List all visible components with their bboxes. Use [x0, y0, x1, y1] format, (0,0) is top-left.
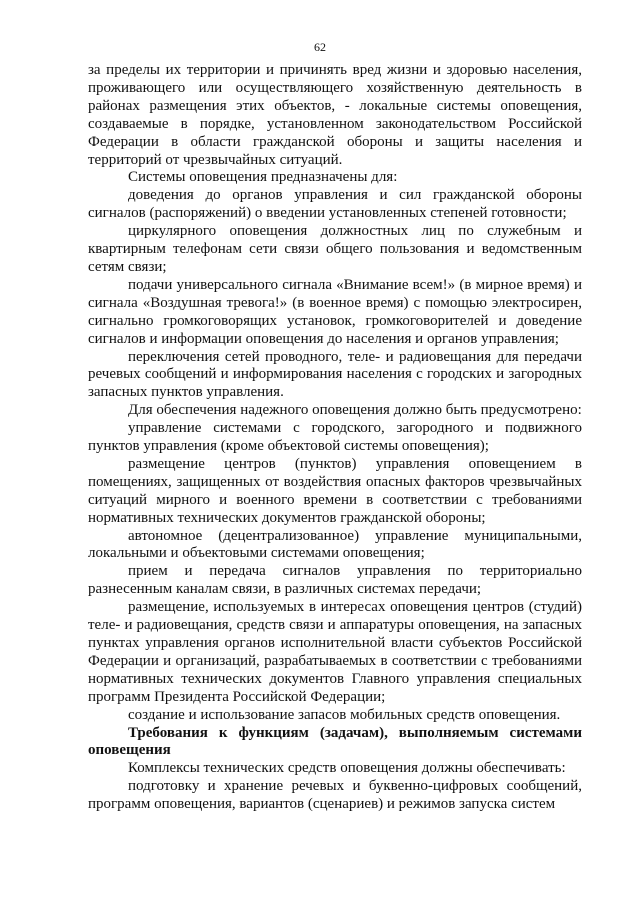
paragraph: подачи универсального сигнала «Внимание всем!» (в мирное время) и сигнала «Воздушная тревога!» (в военное время) с помощью электросирен, сигнально громкоговорящих установок, громкоговорителей и доведение сигналов и информации оповещения до населения и органов управления; [88, 276, 582, 347]
page-number: 62 [314, 40, 326, 54]
paragraph: автономное (децентрализованное) управление муниципальными, локальными и объектовыми системами оповещения; [88, 527, 582, 562]
paragraph: управление системами с городского, загородного и подвижного пунктов управления (кроме объектовой системы оповещения); [88, 420, 582, 455]
paragraph: циркулярного оповещения должностных лиц по служебным и квартирным телефонам сети связи общего пользования и ведомственным сетям связи; [88, 223, 582, 275]
section-heading: Требования к функциям (задачам), выполняемым системами оповещения [88, 724, 582, 759]
body-text [88, 62, 582, 814]
paragraph: переключения сетей проводного, теле- и радиовещания для передачи речевых сообщений и информирования населения с городских и загородных запасных пунктов управления. [88, 348, 582, 401]
paragraph: прием и передача сигналов управления по территориально разнесенным каналам связи, в различных системах передачи; [88, 563, 582, 598]
paragraph: подготовку и хранение речевых и буквенно-цифровых сообщений, программ оповещения, вариантов (сценариев) и режимов запуска систем [88, 778, 582, 813]
paragraph: размещение, используемых в интересах оповещения центров (студий) теле- и радиовещания, средств связи и аппаратуры оповещения, на запасных пунктах управления органов исполнительной власти субъектов Российской Федерации и организаций, разрабатываемых в соответствии с требованиями нормативных технических документов Главного управления специальных программ Президента Российской Федерации; [88, 599, 582, 705]
paragraph: доведения до органов управления и сил гражданской обороны сигналов (распоряжений) о введении установленных степеней готовности; [88, 187, 582, 222]
paragraph: за пределы их территории и причинять вред жизни и здоровью населения, проживающего или осуществляющего хозяйственную деятельность в районах размещения этих объектов, - локальные системы оповещения, создаваемые в порядке, установленном законодательством Российской Федерации в области гражданской обороны и защиты населения и территорий от чрезвычайных ситуаций. [88, 62, 582, 168]
paragraph: Комплексы технических средств оповещения должны обеспечивать: [128, 760, 566, 777]
paragraph: создание и использование запасов мобильных средств оповещения. [128, 706, 561, 723]
paragraph: Для обеспечения надежного оповещения должно быть предусмотрено: [128, 402, 582, 419]
paragraph: Системы оповещения предназначены для: [128, 169, 398, 186]
paragraph: размещение центров (пунктов) управления оповещением в помещениях, защищенных от воздействия опасных факторов чрезвычайных ситуаций мирного и военного времени в соответствии с требованиями нормативных технических документов гражданской обороны; [88, 455, 582, 526]
